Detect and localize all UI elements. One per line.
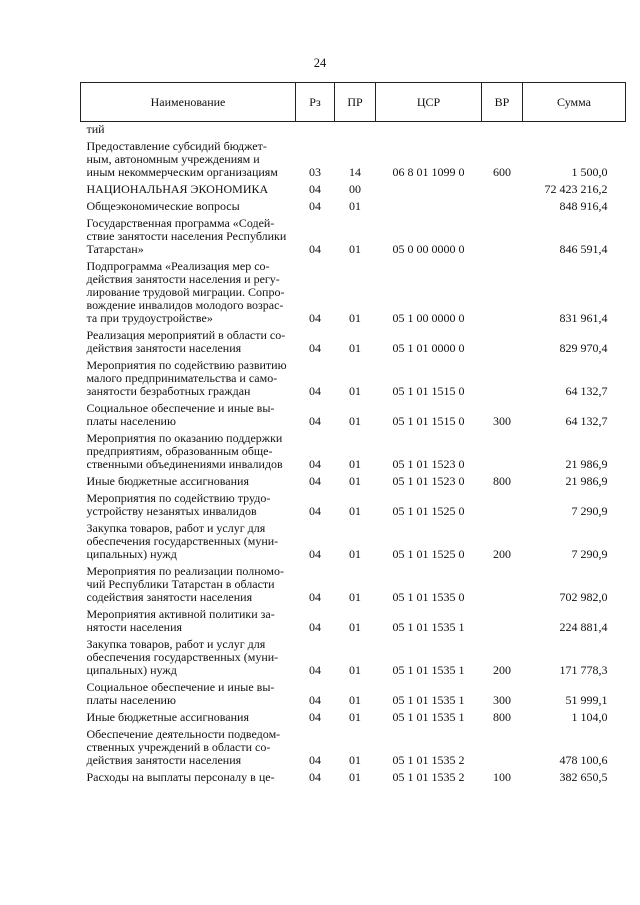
row-name: Закупка товаров, работ и услуг для обеспечения государственных (муни- ципальных) нужд [86, 637, 279, 677]
table-row [81, 472, 626, 489]
row-sum: 846 591,4 [559, 242, 608, 256]
row-pr: 14 [349, 165, 361, 179]
row-vr: 200 [493, 547, 511, 561]
header-rz: Рз [296, 83, 335, 122]
row-pr: 01 [349, 547, 361, 561]
row-csr: 05 1 01 0000 0 [392, 341, 465, 355]
row-rz: 04 [309, 474, 321, 488]
row-sum: 7 290,9 [571, 547, 608, 561]
row-vr [482, 562, 523, 605]
row-name: Мероприятия по реализации полномо- чий Республики Татарстан в области содействия занятости населения [86, 564, 284, 604]
header-csr: ЦСР [376, 83, 482, 122]
row-csr [376, 180, 482, 197]
table-body [81, 122, 626, 786]
row-sum: 72 423 216,2 [544, 182, 608, 196]
row-rz: 04 [309, 242, 321, 256]
table-row [81, 562, 626, 605]
row-vr [482, 180, 523, 197]
row-pr: 01 [349, 341, 361, 355]
row-name: Предоставление субсидий бюджет- ным, автономным учреждениям и иным некоммерческим организациям [86, 139, 278, 179]
table-row [81, 519, 626, 562]
row-rz: 04 [309, 199, 321, 213]
row-vr [482, 489, 523, 519]
row-name: Мероприятия по содействию трудо- устройству незанятых инвалидов [86, 491, 271, 518]
row-name: Подпрограмма «Реализация мер со- действия занятости населения и регу- лирование трудовой миграции. Сопро- вождение инвалидов молодого возрас- та при трудоустройстве» [86, 259, 285, 325]
row-csr: 05 1 01 1535 0 [392, 590, 465, 604]
row-rz: 04 [309, 341, 321, 355]
row-vr: 800 [493, 710, 511, 724]
header-name: Наименование [81, 83, 296, 122]
row-name: Расходы на выплаты персоналу в це- [86, 770, 275, 784]
table-header [81, 83, 626, 122]
row-csr [376, 197, 482, 214]
row-csr: 05 1 01 1535 1 [392, 693, 465, 707]
row-sum: 702 982,0 [559, 590, 608, 604]
table-row [81, 708, 626, 725]
row-name: Мероприятия по оказанию поддержки предприятиям, образованным обще- ственными объединениями инвалидов [86, 431, 283, 471]
row-rz: 04 [309, 590, 321, 604]
row-name: Общеэкономические вопросы [86, 199, 240, 213]
row-pr: 01 [349, 242, 361, 256]
header-sum: Сумма [523, 83, 626, 122]
row-rz [296, 122, 335, 138]
row-name: тий [86, 122, 105, 136]
row-pr: 01 [349, 753, 361, 767]
row-pr: 01 [349, 663, 361, 677]
row-name: Социальное обеспечение и иные вы- платы населению [86, 401, 275, 428]
row-sum: 848 916,4 [559, 199, 608, 213]
row-pr: 01 [349, 311, 361, 325]
table-row [81, 122, 626, 138]
row-pr: 01 [349, 457, 361, 471]
row-csr: 05 1 01 1523 0 [392, 474, 465, 488]
row-rz: 03 [309, 165, 321, 179]
row-sum: 1 104,0 [571, 710, 608, 724]
row-vr [482, 356, 523, 399]
row-sum: 171 778,3 [559, 663, 608, 677]
row-rz: 04 [309, 457, 321, 471]
row-vr: 300 [493, 693, 511, 707]
row-name: Закупка товаров, работ и услуг для обеспечения государственных (муни- ципальных) нужд [86, 521, 279, 561]
page-number: 24 [313, 56, 327, 70]
row-csr: 05 1 00 0000 0 [392, 311, 465, 325]
table-row [81, 429, 626, 472]
table-row [81, 180, 626, 197]
table-row [81, 605, 626, 635]
row-rz: 04 [309, 384, 321, 398]
row-csr: 05 1 01 1535 2 [392, 753, 465, 767]
row-pr: 01 [349, 474, 361, 488]
row-sum: 7 290,9 [571, 504, 608, 518]
row-name: Реализация мероприятий в области со- действия занятости населения [86, 328, 286, 355]
row-vr [482, 429, 523, 472]
row-sum: 21 986,9 [565, 457, 608, 471]
table-row [81, 356, 626, 399]
row-pr: 01 [349, 590, 361, 604]
row-name: Иные бюджетные ассигнования [86, 710, 249, 724]
row-csr: 05 1 01 1525 0 [392, 547, 465, 561]
row-rz: 04 [309, 770, 321, 784]
row-pr: 01 [349, 770, 361, 784]
row-vr [482, 197, 523, 214]
row-vr: 100 [493, 770, 511, 784]
row-vr: 800 [493, 474, 511, 488]
row-vr [482, 326, 523, 356]
table-row [81, 399, 626, 429]
row-csr: 05 1 01 1523 0 [392, 457, 465, 471]
row-rz: 04 [309, 693, 321, 707]
row-pr: 01 [349, 384, 361, 398]
row-sum: 829 970,4 [559, 341, 608, 355]
row-rz: 04 [309, 414, 321, 428]
row-pr [335, 122, 376, 138]
row-pr: 01 [349, 504, 361, 518]
row-csr: 05 1 01 1535 1 [392, 620, 465, 634]
table-row [81, 678, 626, 708]
table-row [81, 197, 626, 214]
row-csr: 05 1 01 1515 0 [392, 384, 465, 398]
row-csr: 05 1 01 1535 1 [392, 710, 465, 724]
row-rz: 04 [309, 504, 321, 518]
row-vr [482, 122, 523, 138]
row-sum [523, 122, 626, 138]
header-pr: ПР [335, 83, 376, 122]
row-pr: 01 [349, 620, 361, 634]
row-rz: 04 [309, 547, 321, 561]
row-pr: 00 [349, 182, 361, 196]
row-vr: 600 [493, 165, 511, 179]
row-csr: 05 1 01 1535 1 [392, 663, 465, 677]
row-sum: 382 650,5 [559, 770, 608, 784]
table-row [81, 257, 626, 326]
row-sum: 224 881,4 [559, 620, 608, 634]
row-name: НАЦИОНАЛЬНАЯ ЭКОНОМИКА [86, 182, 269, 196]
row-name: Мероприятия активной политики за- нятости населения [86, 607, 275, 634]
row-sum: 51 999,1 [565, 693, 608, 707]
row-name: Социальное обеспечение и иные вы- платы населению [86, 680, 275, 707]
row-sum: 831 961,4 [559, 311, 608, 325]
row-vr: 300 [493, 414, 511, 428]
table-row [81, 768, 626, 785]
row-rz: 04 [309, 182, 321, 196]
row-rz: 04 [309, 663, 321, 677]
row-rz: 04 [309, 753, 321, 767]
row-sum: 478 100,6 [559, 753, 608, 767]
table-row [81, 635, 626, 678]
row-csr: 05 0 00 0000 0 [392, 242, 465, 256]
table-row [81, 137, 626, 180]
header-vr: ВР [482, 83, 523, 122]
row-vr [482, 605, 523, 635]
row-rz: 04 [309, 620, 321, 634]
table-row [81, 326, 626, 356]
row-csr: 05 1 01 1515 0 [392, 414, 465, 428]
row-rz: 04 [309, 311, 321, 325]
row-pr: 01 [349, 414, 361, 428]
row-rz: 04 [309, 710, 321, 724]
row-name: Государственная программа «Содей- ствие занятости населения Республики Татарстан» [86, 216, 287, 256]
row-sum: 64 132,7 [565, 384, 608, 398]
row-vr [482, 725, 523, 768]
row-sum: 64 132,7 [565, 414, 608, 428]
row-pr: 01 [349, 693, 361, 707]
row-csr: 05 1 01 1525 0 [392, 504, 465, 518]
row-vr [482, 257, 523, 326]
row-pr: 01 [349, 199, 361, 213]
table-row [81, 725, 626, 768]
row-name: Иные бюджетные ассигнования [86, 474, 249, 488]
table-row [81, 214, 626, 257]
row-name: Обеспечение деятельности подведом- ственных учреждений в области со- действия занятости населения [86, 727, 281, 767]
row-vr [482, 214, 523, 257]
row-sum: 1 500,0 [571, 165, 608, 179]
row-pr: 01 [349, 710, 361, 724]
row-csr: 05 1 01 1535 2 [392, 770, 465, 784]
row-csr: 06 8 01 1099 0 [392, 165, 465, 179]
row-csr [376, 122, 482, 138]
table-row [81, 489, 626, 519]
row-vr: 200 [493, 663, 511, 677]
row-name: Мероприятия по содействию развитию малого предпринимательства и само- занятости безработных граждан [86, 358, 287, 398]
row-sum: 21 986,9 [565, 474, 608, 488]
budget-table [80, 82, 626, 785]
